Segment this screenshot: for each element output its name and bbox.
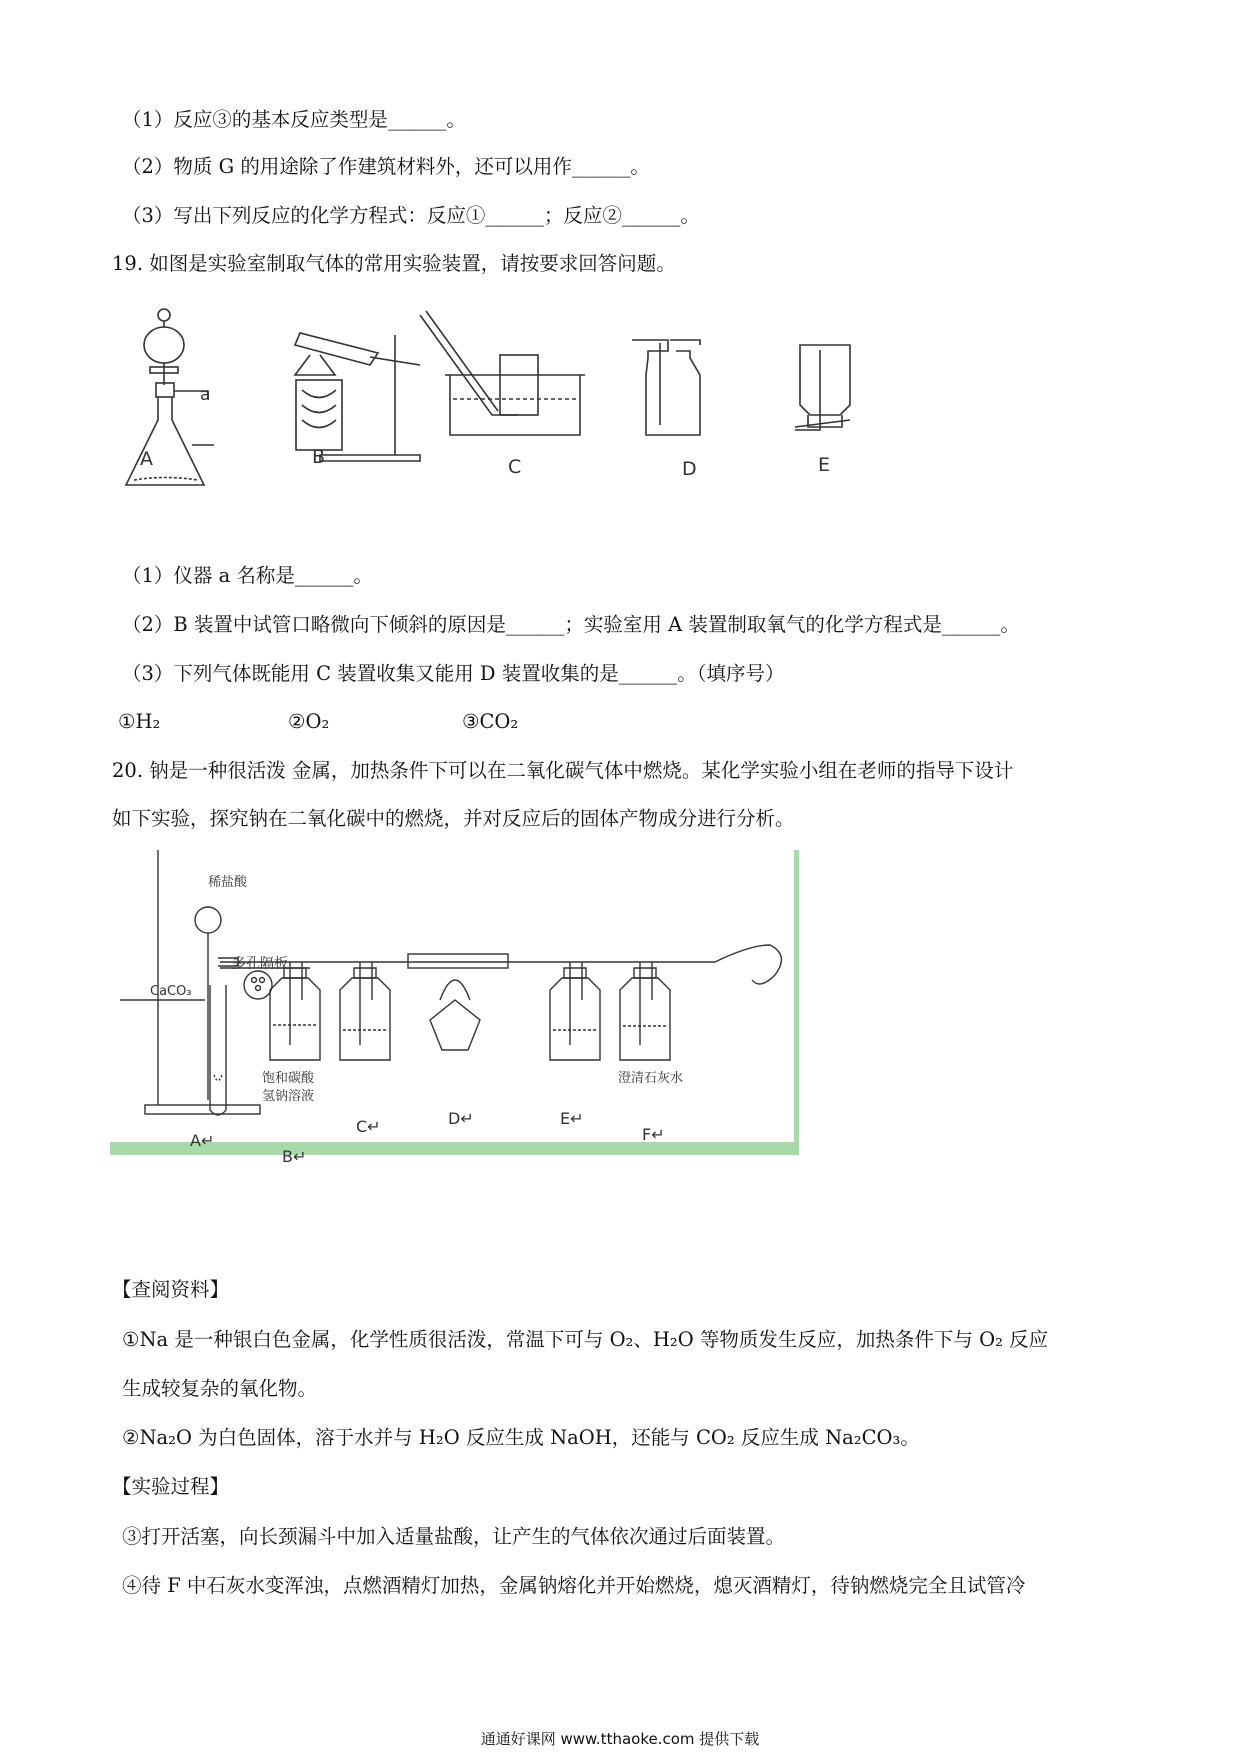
apparatus-a-generator: [120, 850, 272, 1115]
label-nahco3-2: 氢钠溶液: [262, 1089, 315, 1104]
apparatus-e-bottle: [550, 962, 600, 1060]
q19-stem: 19. 如图是实验室制取气体的常用实验装置，请按要求回答问题。: [112, 252, 676, 275]
label-porous-plate: 多孔隔板: [232, 956, 288, 972]
ref-heading: 【查阅资料】: [112, 1278, 230, 1301]
apparatus-f-bottle: [620, 962, 670, 1060]
label-C: C: [508, 456, 522, 478]
ref1-line2: 生成较复杂的氧化物。: [122, 1377, 318, 1400]
label-E: E: [818, 454, 831, 476]
label-fig-F: F↵: [642, 1125, 665, 1144]
apparatus-b-stand: [295, 333, 420, 461]
apparatus-d-bottle: [632, 340, 700, 435]
q19-option-2: ②O₂: [288, 710, 330, 733]
label-nahco3-1: 饱和碳酸: [262, 1071, 315, 1086]
q18-sub1: （1）反应③的基本反应类型是______。: [122, 108, 466, 131]
apparatus-c-bottle: [340, 962, 390, 1060]
q19-apparatus-figure: [120, 295, 1000, 540]
label-caco3: CaCO₃: [150, 984, 192, 999]
q19-option-1: ①H₂: [118, 710, 161, 733]
step4: ④待 F 中石灰水变浑浊，点燃酒精灯加热，金属钠熔化并开始燃烧，熄灭酒精灯，待钠燃烧完全且试管冷: [122, 1574, 1026, 1597]
q20-stem-line1: 20. 钠是一种很活泼 金属，加热条件下可以在二氧化碳气体中燃烧。某化学实验小组在老师的指导下设计: [112, 759, 1014, 782]
apparatus-d-burner: [408, 954, 508, 1050]
page-footer: 通通好课网 www.tthaoke.com 提供下载: [480, 1730, 760, 1748]
figure-frame-right: [794, 850, 799, 1155]
ref1-line1: ①Na 是一种银白色金属，化学性质很活泼，常温下可与 O₂、H₂O 等物质发生反应，加热条件下与 O₂ 反应: [122, 1328, 1049, 1351]
label-a-text: a: [200, 385, 211, 405]
q19-option-3: ③CO₂: [462, 710, 519, 733]
label-fig-B: B↵: [282, 1147, 307, 1165]
proc-heading: 【实验过程】: [112, 1475, 230, 1498]
q20-apparatus-figure: [110, 850, 810, 1165]
label-limewater: 澄清石灰水: [618, 1071, 684, 1086]
apparatus-e-bottle: [795, 345, 850, 430]
q18-sub3: （3）写出下列反应的化学方程式：反应①______；反应②______。: [122, 204, 700, 227]
apparatus-c-trough: [420, 311, 585, 435]
step3: ③打开活塞，向长颈漏斗中加入适量盐酸，让产生的气体依次通过后面装置。: [122, 1525, 786, 1548]
label-B: B: [312, 446, 326, 468]
label-fig-D: D↵: [448, 1109, 474, 1128]
ref2: ②Na₂O 为白色固体，溶于水并与 H₂O 反应生成 NaOH，还能与 CO₂ 反应生成 Na₂CO₃。: [122, 1426, 920, 1449]
apparatus-b-bottle: [270, 962, 320, 1060]
label-fig-A: A↵: [190, 1131, 215, 1150]
q19-sub2: （2）B 装置中试管口略微向下倾斜的原因是______；实验室用 A 装置制取氧气的化学方程式是______。: [122, 613, 1020, 636]
label-D: D: [682, 458, 697, 480]
label-A: A: [140, 448, 153, 470]
label-dilute-hcl: 稀盐酸: [208, 875, 248, 890]
label-fig-C: C↵: [356, 1117, 381, 1136]
q20-stem-line2: 如下实验，探究钠在二氧化碳中的燃烧，并对反应后的固体产物成分进行分析。: [112, 807, 795, 830]
label-fig-E: E↵: [560, 1109, 584, 1128]
q18-sub2: （2）物质 G 的用途除了作建筑材料外，还可以用作______。: [122, 155, 650, 178]
q19-sub1: （1）仪器 a 名称是______。: [122, 564, 373, 587]
q19-sub3: （3）下列气体既能用 C 装置收集又能用 D 装置收集的是______。（填序号）: [122, 662, 785, 685]
